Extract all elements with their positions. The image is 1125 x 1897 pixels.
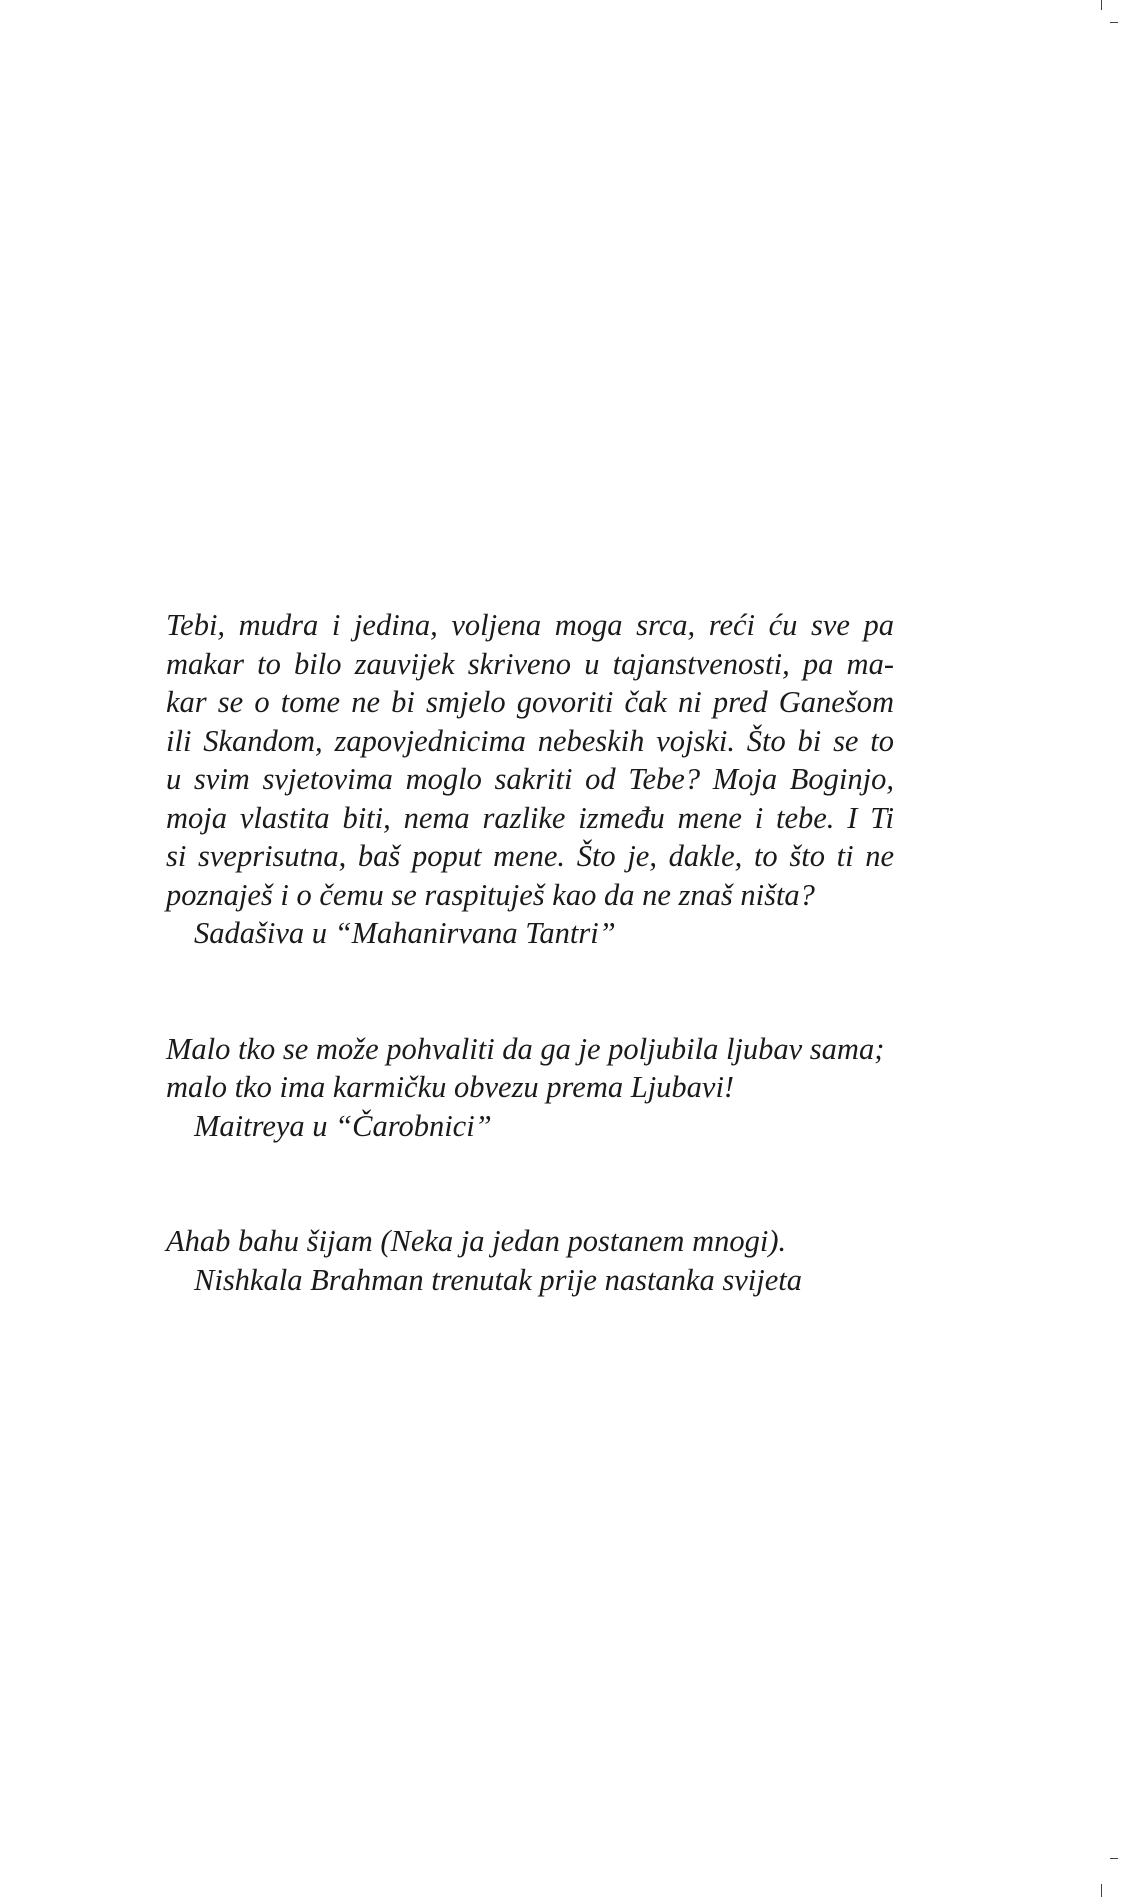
epigraphs: [166, 606, 894, 1299]
epigraph-quote: [166, 1222, 894, 1261]
crop-mark-top-vertical: [1101, 0, 1102, 10]
quote-line: poznaješ i o čemu se raspituješ kao da ne znaš ništa?: [166, 877, 815, 912]
quote-line: malo tko ima karmičku obvezu prema Ljubavi!: [166, 1070, 735, 1104]
quote-line: Malo tko se može pohvaliti da ga je poljubila ljubav sama;: [166, 1031, 885, 1066]
epigraph-carobnica: [166, 1030, 894, 1146]
spacer: [166, 1145, 894, 1222]
epigraph-quote: [166, 606, 894, 914]
epigraph-brahman: [166, 1222, 894, 1299]
quote-line: Tebi, mudra i jedina, voljena moga srca, reći ću sve pa: [166, 608, 894, 642]
epigraph-attribution: Maitreya u “Čarobnici”: [194, 1108, 492, 1143]
quote-line: Ahab bahu šijam (Neka ja jedan postanem mnogi).: [166, 1224, 787, 1258]
crop-mark-top-horizontal: [1110, 22, 1118, 23]
crop-mark-bottom-vertical: [1101, 1884, 1102, 1897]
quote-line: kar se o tome ne bi smjelo govoriti čak ni pred Ganešom: [166, 685, 894, 719]
epigraph-attribution: Nishkala Brahman trenutak prije nastanka svijeta: [194, 1262, 802, 1297]
spacer: [166, 953, 894, 1030]
quote-line: ili Skandom, zapovjednicima nebeskih vojski. Što bi se to: [166, 723, 894, 758]
quote-line: u svim svjetovima moglo sakriti od Tebe? Moja Boginjo,: [166, 762, 894, 796]
quote-line: moja vlastita biti, nema razlike između mene i tebe. I Ti: [166, 800, 894, 835]
epigraph-mahanirvana: [166, 606, 894, 953]
quote-line: makar to bilo zauvijek skriveno u tajanstvenosti, pa ma-: [166, 646, 894, 681]
epigraph-attribution: Sadašiva u “Mahanirvana Tantri”: [194, 916, 616, 950]
crop-mark-bottom-horizontal: [1110, 1858, 1118, 1859]
epigraph-quote: [166, 1030, 894, 1107]
quote-line: si sveprisutna, baš poput mene. Što je, dakle, to što ti ne: [166, 839, 894, 873]
